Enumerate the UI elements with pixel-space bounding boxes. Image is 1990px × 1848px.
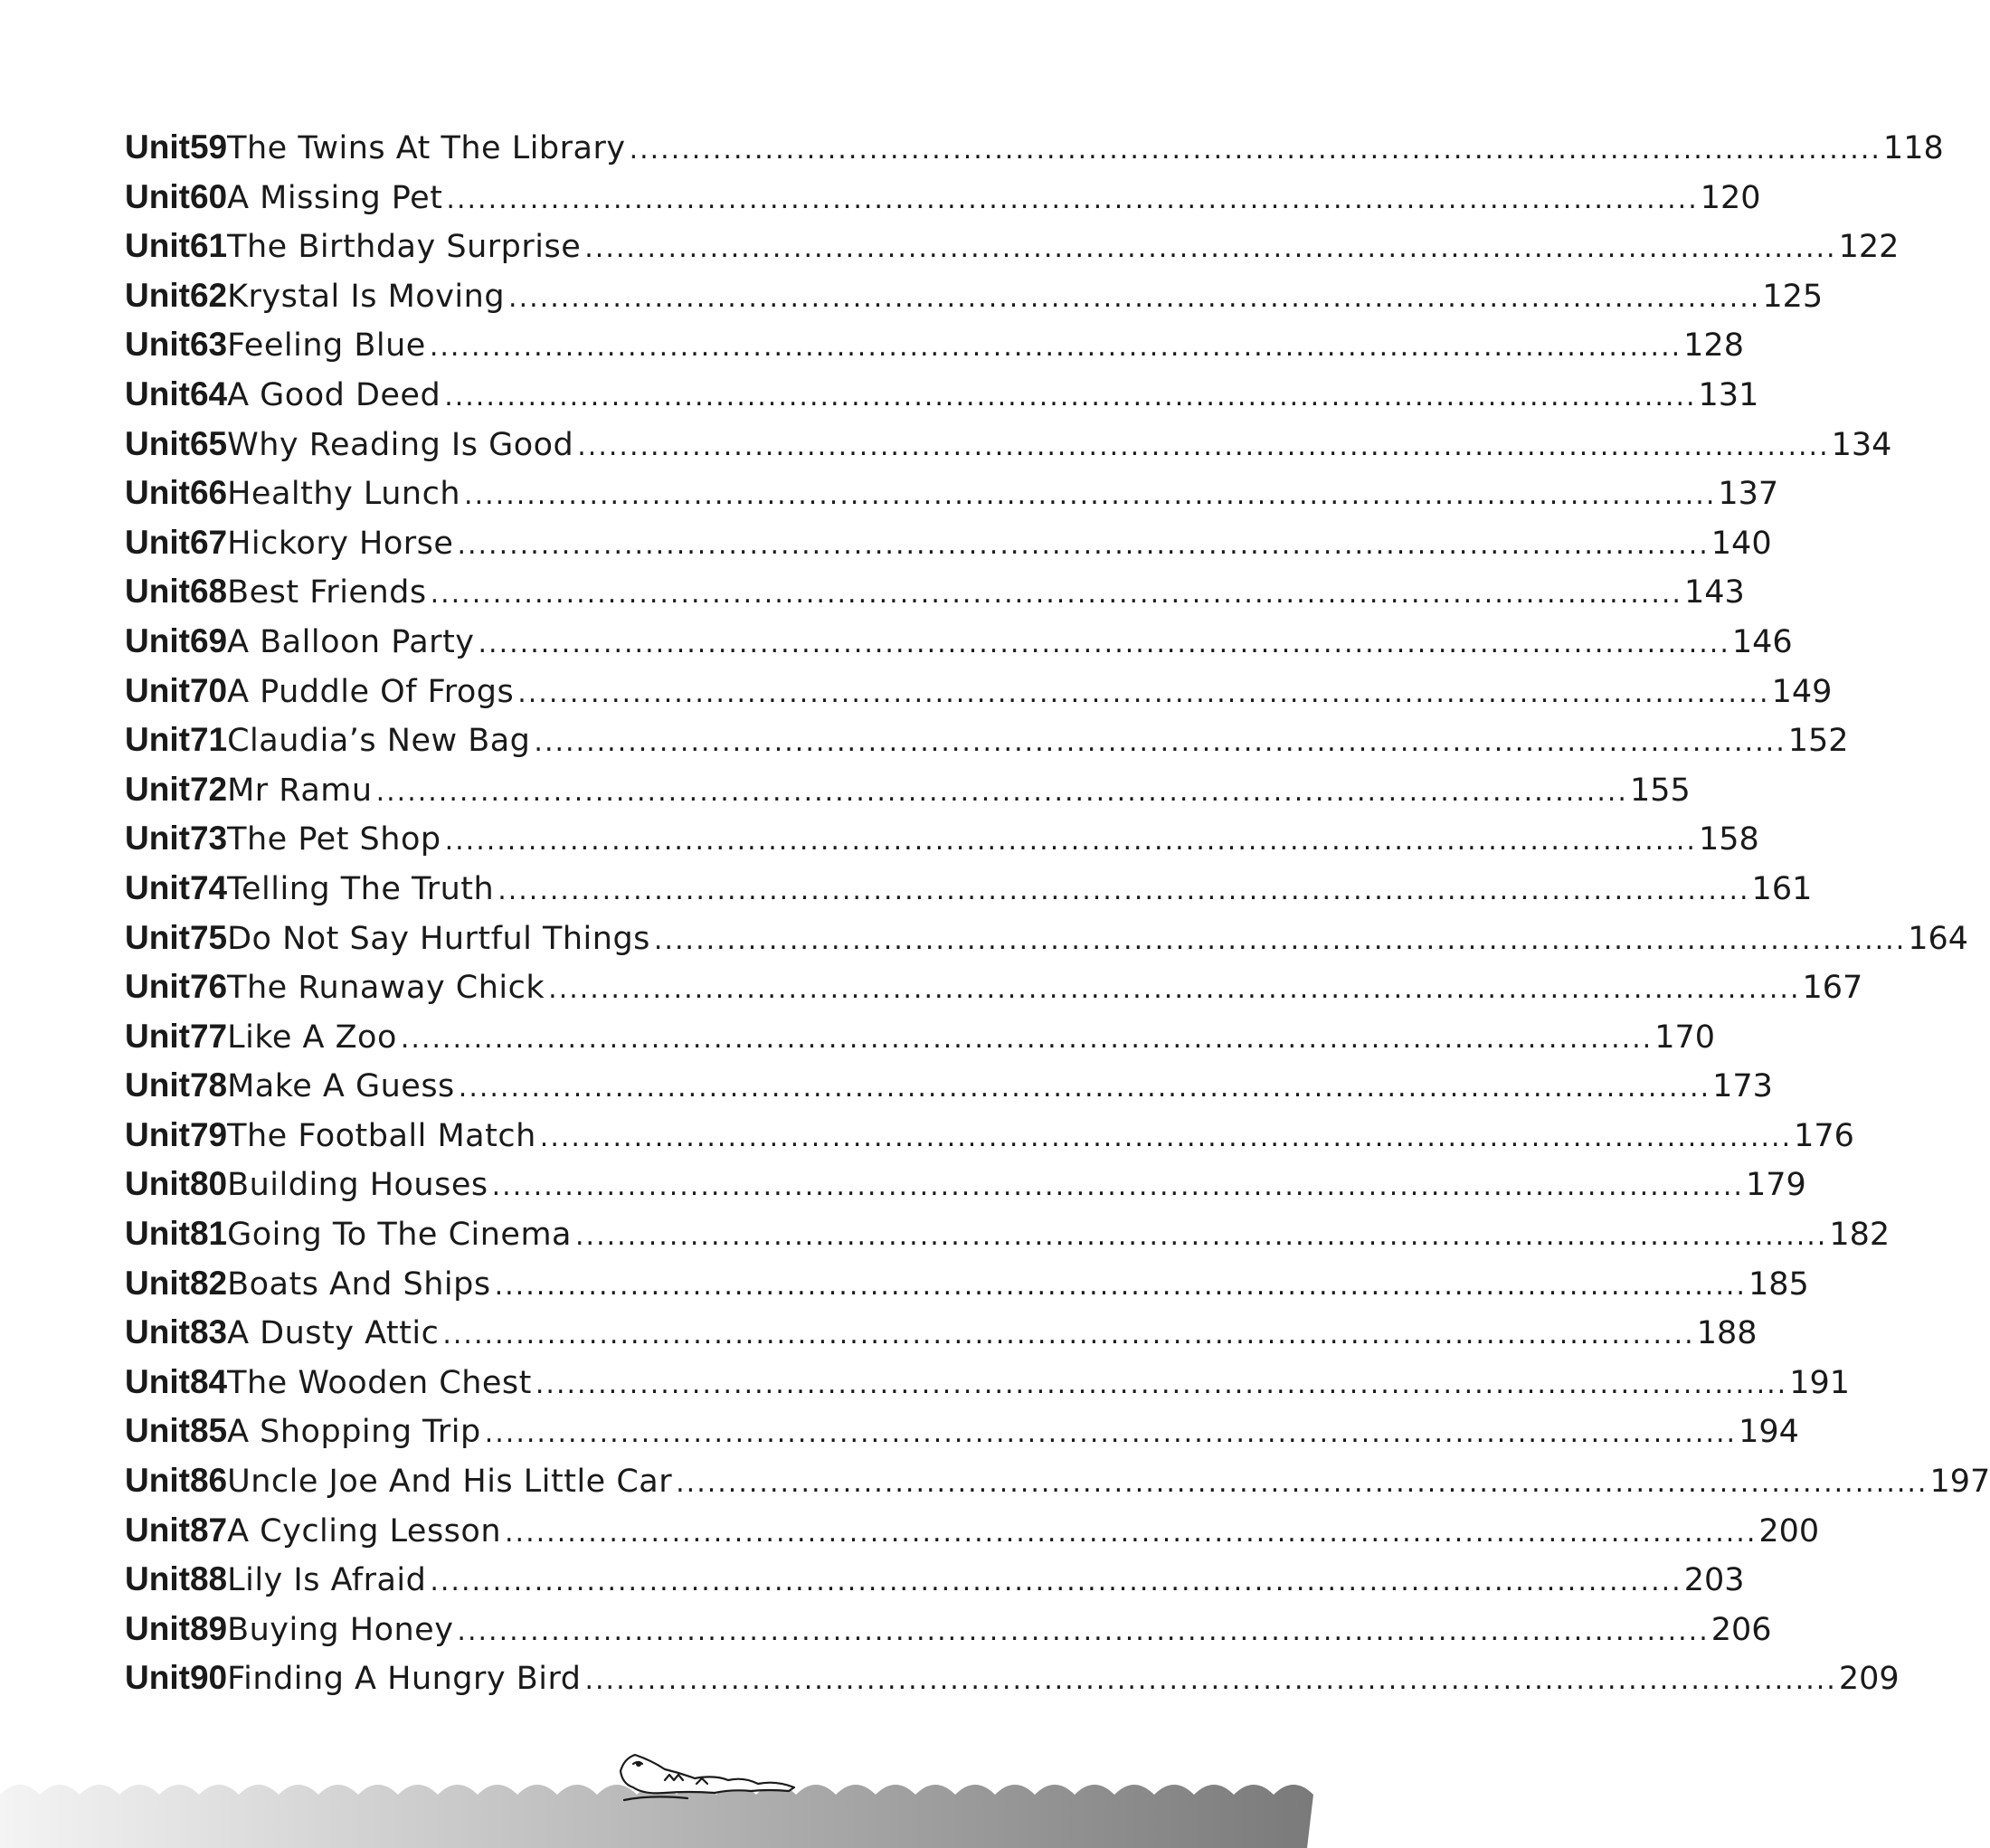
- dot-leader: ........................................................................................................................: [375, 775, 1628, 808]
- unit-number: 85: [189, 1412, 228, 1450]
- unit-title: Building Houses: [227, 1167, 488, 1204]
- unit-title: Uncle Joe And His Little Car: [227, 1464, 673, 1501]
- dot-leader: ........................................................................................................................: [653, 924, 1907, 956]
- unit-number: 66: [189, 474, 228, 512]
- unit-title: A Dusty Attic: [227, 1315, 440, 1352]
- unit-number: 80: [189, 1165, 228, 1203]
- page-number: 134: [1831, 426, 1892, 463]
- unit-title: Feeling Blue: [227, 327, 426, 365]
- dot-leader: ........................................................................................................................: [535, 1368, 1788, 1400]
- unit-label: Unit: [125, 868, 190, 906]
- page-number: 143: [1683, 574, 1745, 611]
- page-number: 149: [1771, 673, 1833, 710]
- unit-number: 77: [189, 1017, 228, 1055]
- unit-number: 67: [189, 523, 228, 561]
- unit-label: Unit: [125, 474, 190, 512]
- dot-leader: ........................................................................................................................: [400, 1022, 1654, 1055]
- unit-title: Like A Zoo: [227, 1019, 397, 1056]
- unit-number: 76: [189, 968, 228, 1006]
- unit-number: 71: [189, 721, 228, 759]
- unit-title: A Cycling Lesson: [227, 1512, 502, 1549]
- unit-title: Hickory Horse: [227, 525, 454, 562]
- toc-entry-unit-64[interactable]: [125, 370, 1759, 420]
- page-number: 179: [1745, 1167, 1806, 1204]
- unit-number: 87: [189, 1511, 228, 1549]
- dot-leader: ........................................................................................................................: [498, 874, 1750, 906]
- unit-label: Unit: [125, 1659, 190, 1697]
- toc-entry-unit-81[interactable]: [125, 1209, 1890, 1259]
- dot-leader: ........................................................................................................................: [494, 1269, 1747, 1302]
- toc-entry-unit-71[interactable]: [125, 716, 1849, 765]
- unit-title: The Birthday Surprise: [227, 229, 582, 266]
- dot-leader: ........................................................................................................................: [444, 825, 1697, 858]
- unit-title: Make A Guess: [227, 1068, 455, 1105]
- dot-leader: ........................................................................................................................: [430, 578, 1682, 611]
- dot-leader: ........................................................................................................................: [442, 1319, 1695, 1351]
- toc-entry-unit-66[interactable]: [125, 469, 1779, 518]
- dot-leader: ........................................................................................................................: [534, 726, 1786, 759]
- page-number: 155: [1629, 772, 1691, 809]
- page-number: 125: [1762, 278, 1824, 315]
- dot-leader: ........................................................................................................................: [446, 183, 1699, 215]
- page-number: 197: [1929, 1464, 1990, 1501]
- dot-leader: ........................................................................................................................: [484, 1417, 1738, 1450]
- page-number: 161: [1751, 870, 1813, 907]
- dot-leader: ........................................................................................................................: [491, 1170, 1744, 1203]
- unit-label: Unit: [125, 671, 190, 709]
- dot-leader: ........................................................................................................................: [539, 1121, 1793, 1153]
- toc-entry-unit-60[interactable]: [125, 173, 1761, 223]
- toc-entry-unit-69[interactable]: [125, 617, 1793, 667]
- page-number: 206: [1710, 1611, 1772, 1648]
- unit-number: 68: [189, 573, 228, 611]
- unit-label: Unit: [125, 276, 190, 314]
- unit-label: Unit: [125, 1609, 190, 1647]
- unit-title: The Twins At The Library: [227, 130, 626, 166]
- toc-entry-unit-78[interactable]: [125, 1061, 1773, 1111]
- dot-leader: ........................................................................................................................: [444, 380, 1697, 412]
- unit-label: Unit: [125, 820, 190, 858]
- unit-title: Why Reading Is Good: [227, 426, 574, 463]
- unit-title: A Missing Pet: [227, 179, 443, 216]
- unit-number: 63: [189, 326, 228, 364]
- unit-title: The Football Match: [227, 1117, 536, 1154]
- unit-label: Unit: [125, 523, 190, 561]
- unit-label: Unit: [125, 721, 190, 759]
- table-of-contents: [125, 123, 1990, 1703]
- unit-title: Boats And Ships: [227, 1265, 491, 1303]
- unit-title: The Runaway Chick: [227, 970, 545, 1007]
- toc-entry-unit-74[interactable]: [125, 864, 1813, 914]
- unit-label: Unit: [125, 227, 190, 265]
- unit-title: Healthy Lunch: [227, 476, 461, 513]
- page-number: 137: [1718, 476, 1779, 513]
- unit-title: Do Not Say Hurtful Things: [227, 920, 650, 957]
- dot-leader: ........................................................................................................................: [457, 528, 1710, 561]
- unit-title: Best Friends: [227, 574, 427, 611]
- page-number: 146: [1731, 623, 1793, 660]
- toc-entry-unit-75[interactable]: [125, 914, 1969, 963]
- toc-entry-unit-80[interactable]: [125, 1160, 1806, 1209]
- unit-label: Unit: [125, 1215, 190, 1253]
- unit-title: Going To The Cinema: [227, 1217, 572, 1254]
- dot-leader: ........................................................................................................................: [508, 281, 1761, 314]
- unit-number: 90: [189, 1659, 228, 1697]
- unit-label: Unit: [125, 968, 190, 1006]
- page-number: 188: [1696, 1315, 1758, 1352]
- unit-label: Unit: [125, 621, 190, 659]
- unit-label: Unit: [125, 326, 190, 364]
- unit-title: A Balloon Party: [227, 623, 475, 660]
- page-number: 203: [1683, 1562, 1745, 1599]
- unit-label: Unit: [125, 1115, 190, 1153]
- dot-leader: ........................................................................................................................: [548, 973, 1801, 1006]
- toc-entry-unit-62[interactable]: [125, 271, 1824, 321]
- dot-leader: ........................................................................................................................: [505, 1516, 1758, 1549]
- unit-label: Unit: [125, 1066, 190, 1104]
- dot-leader: ........................................................................................................................: [457, 1615, 1710, 1647]
- toc-entry-unit-82[interactable]: [125, 1259, 1809, 1309]
- unit-number: 82: [189, 1264, 228, 1302]
- dot-leader: ........................................................................................................................: [430, 1566, 1682, 1598]
- page-number: 128: [1683, 327, 1744, 365]
- page-number: 200: [1758, 1512, 1820, 1549]
- dot-leader: ........................................................................................................................: [478, 627, 1730, 659]
- page-number: 209: [1838, 1661, 1900, 1698]
- page-number: 122: [1838, 229, 1900, 266]
- toc-entry-unit-90[interactable]: [125, 1654, 1900, 1703]
- toc-entry-unit-63[interactable]: [125, 320, 1744, 370]
- unit-label: Unit: [125, 1017, 190, 1055]
- unit-title: Claudia’s New Bag: [227, 723, 531, 760]
- unit-label: Unit: [125, 1412, 190, 1450]
- unit-title: The Pet Shop: [227, 821, 441, 858]
- page-number: 140: [1710, 525, 1772, 562]
- page-number: 173: [1712, 1068, 1773, 1105]
- toc-entry-unit-76[interactable]: [125, 962, 1863, 1012]
- page-number: 167: [1802, 970, 1863, 1007]
- unit-label: Unit: [125, 770, 190, 808]
- dot-leader: ........................................................................................................................: [575, 1220, 1828, 1253]
- unit-number: 79: [189, 1115, 228, 1153]
- toc-entry-unit-79[interactable]: [125, 1111, 1854, 1161]
- unit-title: A Shopping Trip: [227, 1414, 481, 1451]
- dot-leader: ........................................................................................................................: [458, 1072, 1711, 1104]
- page-number: 131: [1698, 376, 1759, 413]
- unit-number: 70: [189, 671, 228, 709]
- page-number: 185: [1748, 1265, 1809, 1303]
- unit-title: Telling The Truth: [227, 870, 495, 907]
- unit-number: 60: [189, 177, 228, 215]
- dot-leader: ........................................................................................................................: [676, 1467, 1928, 1500]
- toc-entry-unit-86[interactable]: [125, 1456, 1990, 1506]
- page-number: 170: [1654, 1019, 1716, 1056]
- unit-label: Unit: [125, 374, 190, 412]
- unit-number: 83: [189, 1313, 228, 1351]
- page-number: 158: [1698, 821, 1759, 858]
- unit-number: 62: [189, 276, 228, 314]
- toc-entry-unit-83[interactable]: [125, 1308, 1758, 1358]
- unit-title: Lily Is Afraid: [227, 1562, 427, 1599]
- page-number: 182: [1829, 1217, 1890, 1254]
- unit-label: Unit: [125, 573, 190, 611]
- unit-number: 75: [189, 918, 228, 956]
- unit-number: 69: [189, 621, 228, 659]
- page-number: 152: [1787, 723, 1849, 760]
- unit-number: 81: [189, 1215, 228, 1253]
- unit-label: Unit: [125, 1511, 190, 1549]
- toc-entry-unit-72[interactable]: [125, 765, 1691, 815]
- unit-label: Unit: [125, 128, 190, 166]
- footer-wave: [0, 1701, 1307, 1848]
- unit-number: 72: [189, 770, 228, 808]
- page-number: 120: [1700, 179, 1761, 216]
- toc-entry-unit-73[interactable]: [125, 814, 1759, 864]
- page-number: 118: [1882, 130, 1944, 166]
- dot-leader: ........................................................................................................................: [464, 479, 1717, 512]
- unit-title: Finding A Hungry Bird: [227, 1661, 582, 1698]
- unit-label: Unit: [125, 1313, 190, 1351]
- toc-entry-unit-61[interactable]: [125, 222, 1900, 271]
- unit-number: 88: [189, 1560, 228, 1598]
- unit-label: Unit: [125, 424, 190, 462]
- dot-leader: ........................................................................................................................: [584, 1664, 1837, 1697]
- unit-label: Unit: [125, 918, 190, 956]
- unit-number: 64: [189, 374, 228, 412]
- unit-number: 74: [189, 868, 228, 906]
- toc-entry-unit-59[interactable]: [125, 123, 1944, 173]
- wave-band: [0, 1785, 1313, 1848]
- unit-label: Unit: [125, 1264, 190, 1302]
- unit-title: A Good Deed: [227, 376, 441, 413]
- unit-number: 84: [189, 1362, 228, 1400]
- unit-label: Unit: [125, 1362, 190, 1400]
- unit-label: Unit: [125, 1165, 190, 1203]
- unit-title: Krystal Is Moving: [227, 278, 506, 315]
- unit-label: Unit: [125, 1462, 190, 1500]
- toc-entry-unit-87[interactable]: [125, 1506, 1820, 1556]
- toc-entry-unit-67[interactable]: [125, 518, 1772, 568]
- page-number: 164: [1908, 920, 1969, 957]
- unit-number: 86: [189, 1462, 228, 1500]
- toc-entry-unit-89[interactable]: [125, 1605, 1772, 1654]
- toc-entry-unit-77[interactable]: [125, 1012, 1716, 1062]
- toc-entry-unit-70[interactable]: [125, 667, 1833, 716]
- unit-number: 89: [189, 1609, 228, 1647]
- toc-entry-unit-88[interactable]: [125, 1555, 1745, 1605]
- unit-number: 73: [189, 820, 228, 858]
- toc-entry-unit-85[interactable]: [125, 1407, 1799, 1456]
- dot-leader: ........................................................................................................................: [629, 134, 1881, 166]
- unit-number: 59: [189, 128, 228, 166]
- dot-leader: ........................................................................................................................: [577, 430, 1830, 462]
- unit-title: A Puddle Of Frogs: [227, 673, 515, 710]
- page-number: 176: [1794, 1117, 1854, 1154]
- dot-leader: ........................................................................................................................: [584, 232, 1837, 265]
- unit-number: 65: [189, 424, 228, 462]
- toc-entry-unit-84[interactable]: [125, 1358, 1851, 1407]
- unit-label: Unit: [125, 1560, 190, 1598]
- page-number: 191: [1789, 1364, 1851, 1401]
- dot-leader: ........................................................................................................................: [429, 331, 1682, 364]
- unit-title: The Wooden Chest: [227, 1364, 532, 1401]
- toc-entry-unit-68[interactable]: [125, 567, 1745, 617]
- unit-title: Mr Ramu: [227, 772, 373, 809]
- toc-entry-unit-65[interactable]: [125, 420, 1892, 469]
- page-number: 194: [1739, 1414, 1799, 1451]
- unit-title: Buying Honey: [227, 1611, 454, 1648]
- unit-number: 78: [189, 1066, 228, 1104]
- dot-leader: ........................................................................................................................: [517, 677, 1770, 709]
- unit-label: Unit: [125, 177, 190, 215]
- unit-number: 61: [189, 227, 228, 265]
